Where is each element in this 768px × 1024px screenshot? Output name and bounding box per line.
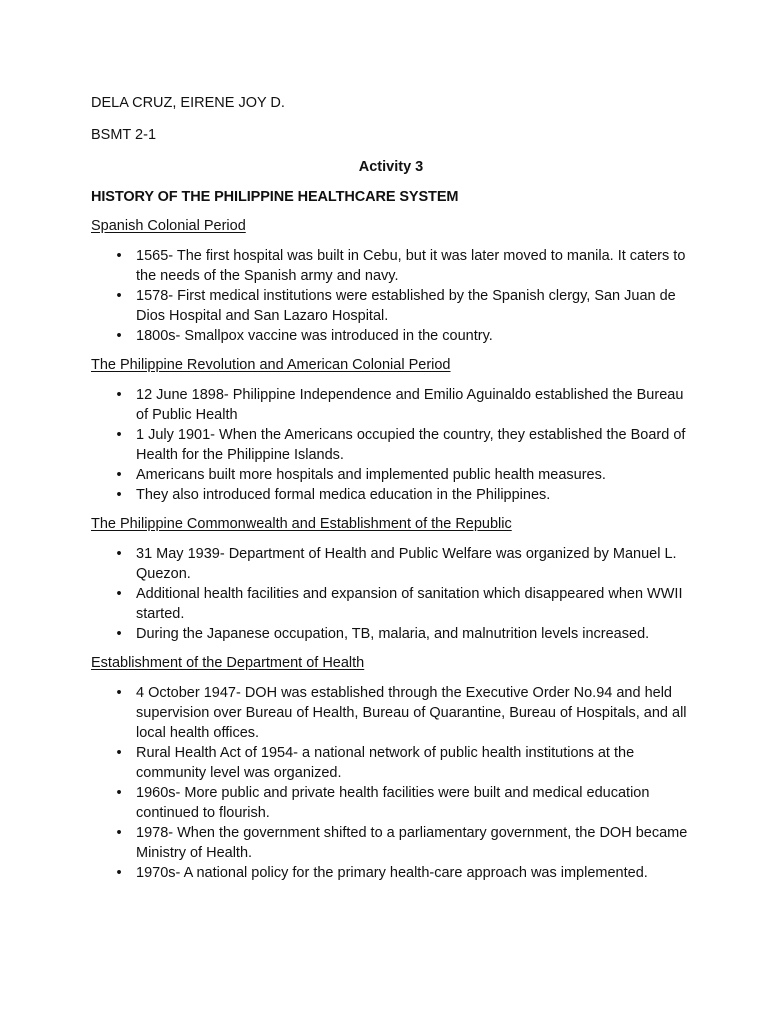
section-spanish-colonial — [91, 216, 691, 346]
list-item — [91, 544, 691, 584]
activity-label: Activity 3 — [358, 159, 424, 175]
bullet-icon: • — [116, 248, 122, 264]
student-section: BSMT 2-1 — [91, 127, 157, 143]
list-item — [91, 326, 691, 346]
section-heading: The Philippine Revolution and American Colonial Period — [91, 357, 451, 373]
list-item-text: Additional health facilities and expansion of sanitation which disappeared when WWII started. — [136, 586, 683, 622]
document-content — [91, 93, 691, 883]
list-item — [91, 863, 691, 883]
list-item — [91, 485, 691, 505]
bullet-icon: • — [116, 288, 122, 304]
list-item — [91, 823, 691, 863]
bullet-list — [91, 683, 691, 883]
list-item-text: 4 October 1947- DOH was established through the Executive Order No.94 and held supervision over Bureau of Health, Bureau of Quarantine, Bureau of Hospitals, and all local health offices. — [136, 685, 687, 741]
bullet-icon: • — [116, 487, 122, 503]
bullet-list — [91, 385, 691, 505]
bullet-icon: • — [116, 467, 122, 483]
list-item-text: Rural Health Act of 1954- a national network of public health institutions at the community level was organized. — [136, 745, 635, 781]
list-item-text: 1960s- More public and private health facilities were built and medical education continued to flourish. — [136, 785, 650, 821]
list-item-text: During the Japanese occupation, TB, malaria, and malnutrition levels increased. — [136, 626, 650, 642]
section-heading: The Philippine Commonwealth and Establishment of the Republic — [91, 516, 512, 532]
list-item — [91, 246, 691, 286]
bullet-icon: • — [116, 586, 122, 602]
list-item — [91, 465, 691, 485]
list-item-text: 1978- When the government shifted to a parliamentary government, the DOH became Ministry of Health. — [136, 825, 688, 861]
bullet-icon: • — [116, 626, 122, 642]
bullet-icon: • — [116, 745, 122, 761]
list-item — [91, 385, 691, 425]
list-item-text: 31 May 1939- Department of Health and Public Welfare was organized by Manuel L. Quezon. — [136, 546, 677, 582]
list-item — [91, 743, 691, 783]
list-item-text: 12 June 1898- Philippine Independence and Emilio Aguinaldo established the Bureau of Public Health — [136, 387, 684, 423]
list-item — [91, 286, 691, 326]
bullet-icon: • — [116, 865, 122, 881]
list-item — [91, 584, 691, 624]
list-item-text: 1 July 1901- When the Americans occupied the country, they established the Board of Health for the Philippine Islands. — [136, 427, 686, 463]
bullet-icon: • — [116, 546, 122, 562]
list-item-text: They also introduced formal medica education in the Philippines. — [136, 487, 551, 503]
bullet-icon: • — [116, 685, 122, 701]
list-item — [91, 783, 691, 823]
bullet-icon: • — [116, 387, 122, 403]
bullet-list — [91, 246, 691, 346]
bullet-list — [91, 544, 691, 644]
document-title: HISTORY OF THE PHILIPPINE HEALTHCARE SYSTEM — [91, 189, 459, 205]
section-department-of-health — [91, 653, 691, 883]
bullet-icon: • — [116, 427, 122, 443]
list-item — [91, 624, 691, 644]
bullet-icon: • — [116, 825, 122, 841]
list-item-text: 1970s- A national policy for the primary health-care approach was implemented. — [136, 865, 648, 881]
list-item-text: 1578- First medical institutions were established by the Spanish clergy, San Juan de Dios Hospital and San Lazaro Hospital. — [136, 288, 676, 324]
list-item-text: 1800s- Smallpox vaccine was introduced in the country. — [136, 328, 493, 344]
list-item-text: Americans built more hospitals and implemented public health measures. — [136, 467, 606, 483]
section-heading: Establishment of the Department of Health — [91, 655, 365, 671]
section-heading: Spanish Colonial Period — [91, 218, 246, 234]
student-name: DELA CRUZ, EIRENE JOY D. — [91, 95, 285, 111]
section-commonwealth-republic — [91, 514, 691, 644]
list-item-text: 1565- The first hospital was built in Cebu, but it was later moved to manila. It caters to the needs of the Spanish army and navy. — [136, 248, 686, 284]
bullet-icon: • — [116, 328, 122, 344]
section-revolution-american — [91, 355, 691, 505]
bullet-icon: • — [116, 785, 122, 801]
list-item — [91, 683, 691, 743]
list-item — [91, 425, 691, 465]
